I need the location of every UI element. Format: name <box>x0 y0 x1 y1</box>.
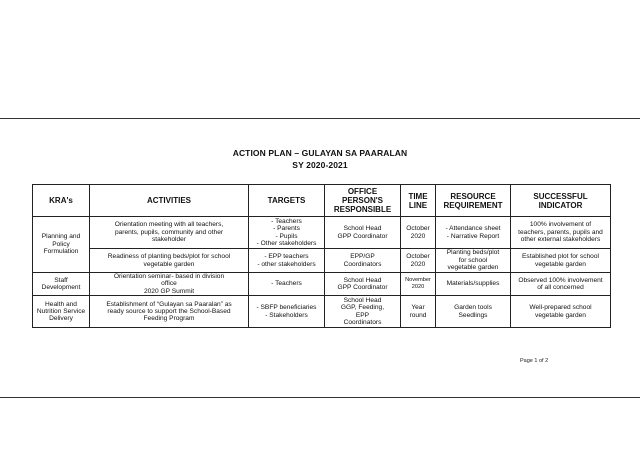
indicator-cell: Established plot for school vegetable garden <box>511 249 611 273</box>
header-resource-requirement: RESOURCE REQUIREMENT <box>436 185 511 217</box>
activity-cell: Readiness of planting beds/plot for school vegetable garden <box>90 249 249 273</box>
indicator-cell: 100% involvement of teachers, parents, pupils and other external stakeholders <box>511 217 611 249</box>
targets-cell: - Teachers <box>249 273 325 296</box>
targets-cell: - Teachers - Parents - Pupils - Other stakeholders <box>249 217 325 249</box>
header-office-responsible: OFFICE PERSON'S RESPONSIBLE <box>325 185 401 217</box>
resource-cell: Planting beds/plot for school vegetable garden <box>436 249 511 273</box>
page-number: Page 1 of 2 <box>520 358 549 364</box>
resource-cell: Garden tools Seedlings <box>436 296 511 328</box>
indicator-cell: Well-prepared school vegetable garden <box>511 296 611 328</box>
table-header-row <box>33 185 611 217</box>
resource-cell: Materials/supplies <box>436 273 511 296</box>
kra-cell: Planning and Policy Formulation <box>33 217 90 273</box>
targets-cell: - EPP teachers - other stakeholders <box>249 249 325 273</box>
top-divider-line <box>0 118 640 119</box>
activity-cell: Orientation meeting with all teachers, parents, pupils, community and other stakeholder <box>90 217 249 249</box>
header-activities: ACTIVITIES <box>90 185 249 217</box>
indicator-cell: Observed 100% involvement of all concerned <box>511 273 611 296</box>
table-row <box>33 249 611 273</box>
table-row <box>33 217 611 249</box>
timeline-cell: November 2020 <box>401 273 436 296</box>
activity-cell: Establishment of “Gulayan sa Paaralan” as ready source to support the School-Based Feeding Program <box>90 296 249 328</box>
resource-cell: - Attendance sheet - Narrative Report <box>436 217 511 249</box>
table-row <box>33 273 611 296</box>
header-targets: TARGETS <box>249 185 325 217</box>
header-successful-indicator: SUCCESSFUL INDICATOR <box>511 185 611 217</box>
header-kra: KRA's <box>33 185 90 217</box>
timeline-cell: Year round <box>401 296 436 328</box>
table-row <box>33 296 611 328</box>
office-cell: School Head GPP Coordinator <box>325 217 401 249</box>
kra-cell: Staff Development <box>33 273 90 296</box>
action-plan-table <box>32 184 611 328</box>
header-timeline: TIME LINE <box>401 185 436 217</box>
document-subtitle: SY 2020-2021 <box>292 160 348 170</box>
office-cell: School Head GPP Coordinator <box>325 273 401 296</box>
office-cell: EPP/GP Coordinators <box>325 249 401 273</box>
timeline-cell: October 2020 <box>401 217 436 249</box>
timeline-cell: October 2020 <box>401 249 436 273</box>
document-title: ACTION PLAN – GULAYAN SA PAARALAN <box>232 148 408 158</box>
kra-cell: Health and Nutrition Service Delivery <box>33 296 90 328</box>
bottom-divider-line <box>0 397 640 398</box>
office-cell: School Head GGP, Feeding, EPP Coordinators <box>325 296 401 328</box>
targets-cell: - SBFP beneficiaries - Stakeholders <box>249 296 325 328</box>
activity-cell: Orientation seminar- based in division office 2020 GP Summit <box>90 273 249 296</box>
